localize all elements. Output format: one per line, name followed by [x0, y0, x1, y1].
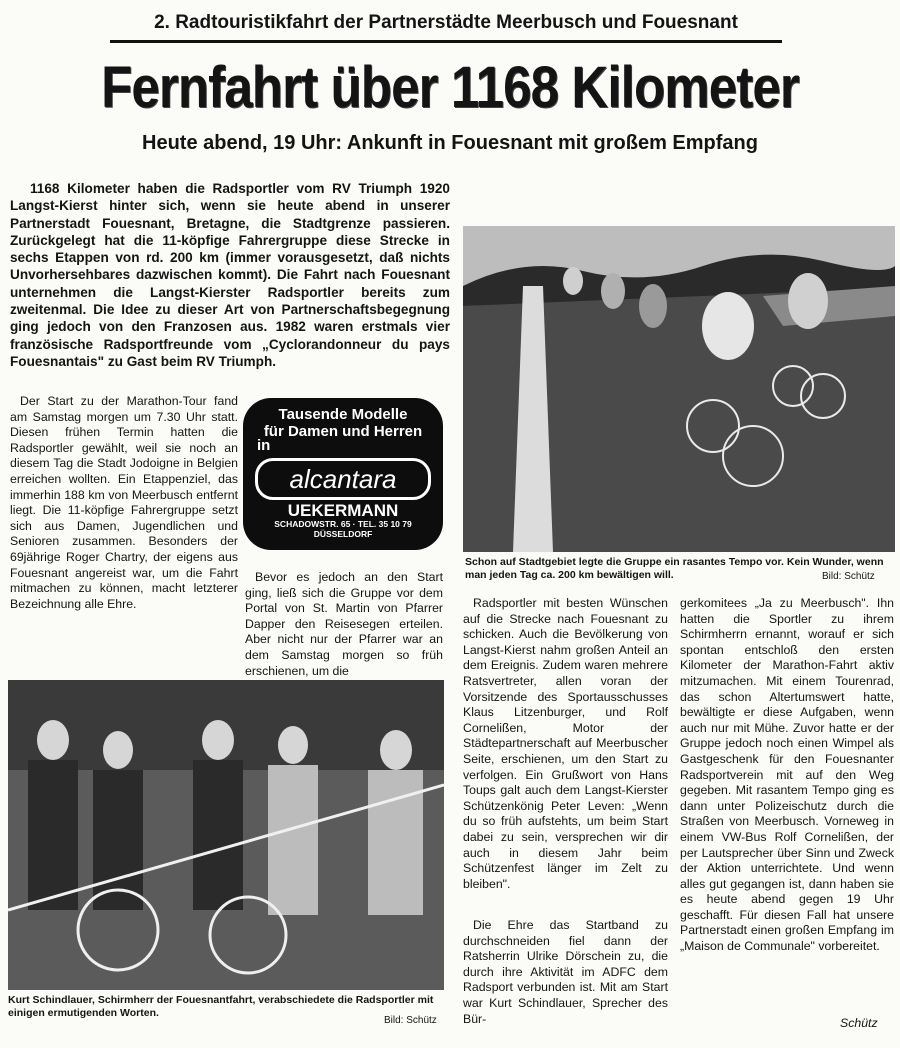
headline: Fernfahrt über 1168 Kilometer — [101, 55, 799, 120]
ad-city: DÜSSELDORF — [313, 529, 373, 539]
cyclists-photo-caption: Schon auf Stadtgebiet legte die Gruppe ein rasantes Tempo vor. Kein Wunder, wenn man jeden Tag ca. 200 km bewältigen will. — [465, 556, 884, 581]
kicker: 2. Radtouristikfahrt der Partnerstädte Meerbusch und Fouesnant — [110, 12, 782, 43]
cyclists-photo-credit: Bild: Schütz — [822, 571, 875, 582]
start-ribbon-photo-caption: Kurt Schindlauer, Schirmherr der Fouesnantfahrt, verabschiedete die Radsportler mit einigen ermutigenden Worten. — [8, 994, 434, 1019]
start-ribbon-photo-credit: Bild: Schütz — [384, 1015, 437, 1026]
author-signature: Schütz — [840, 1016, 878, 1030]
column-4-text: gerkomitees „Ja zu Meerbusch". Ihn hatten die Sportler zu ihrem Schirmherrn ernannt, worauf er sich spontan entschloß den ersten Kilometer der Marathon-Fahrt aktiv mitzumachen. Mit einem Tourenrad, das schon Altertumswert hatte, bewältigte er diese Aufgaben, wenn auch nur mit Mühe. Zuvor hatte er der Gruppe jedoch noch einen Wimpel als Gastgeschenk für den Fouesnanter Radsportverein mit auf den Weg gegeben. Mit rasantem Tempo ging es dann unter Polizeischutz durch die Straßen von Meerbusch. Vorneweg in einem VW-Bus Rolf Cornelißen, der per Lautsprecher über Sinn und Zweck der Aktion unterrichtete. Und wenn alles gut gegangen ist, dann haben sie es heute abend gegen 19 Uhr geschafft. Für diesen Fall hat unsere Partnerstadt einen großen Empfang im „Maison de Communale" vorbereitet. — [680, 596, 894, 954]
cyclists-photo — [463, 226, 895, 552]
lead-paragraph: 1168 Kilometer haben die Radsportler vom RV Triumph 1920 Langst-Kierst hinter sich, wenn sie heute abend in unserer Partnerstadt Fouesnant, Bretagne, die Stadtgrenze passieren. Zurückgelegt hat die 11-köpfige Fahrergruppe diese Strecke in sechs Etappen von rd. 200 km (immer vorausgesetzt, daß nichts Unvorhersehbares dazwischen kommt). Die Fahrt nach Fouesnant unternehmen die Langst-Kierster Radsportler bereits zum zweitenmal. Die Idee zu dieser Art von Partnerschaftsbegegnung ging jedoch von den Franzosen aus. 1982 waren erstmals vier französische Radsportfreunde vom „Cyclorandonneur du pays Fouesnantais" zu Gast beim RV Triumph. — [10, 181, 450, 369]
column-2-text: Bevor es jedoch an den Start ging, ließ sich die Gruppe vor dem Portal von St. Martin von Pfarrer Dapper den Reisesegen erteilen. Aber nicht nur der Pfarrer war an dem Samstag morgen so früh erschienen, um die — [245, 570, 443, 678]
start-ribbon-photo — [8, 680, 444, 990]
column-3b-text: Die Ehre das Startband zu durchschneiden fiel dann der Ratsherrin Ulrike Dörschein zu, die durch ihre Aktivität im ADFC dem Radsport verbunden ist. Mit am Start war Kurt Schindlauer, Sprecher des Bür- — [463, 918, 668, 1026]
ad-line-1: Tausende Modelle — [278, 406, 408, 423]
start-ribbon-photo-graphic — [8, 680, 444, 990]
column-3a-text: Radsportler mit besten Wünschen auf die Strecke nach Fouesnant zu schicken. Auch die Bevölkerung von Langst-Kierst nahm großen Anteil an dem Ereignis. Zudem waren mehrere Ratsvertreter, allen voran der Vorsitzende des Sportausschusses Klaus Litzenburger, und Rolf Cornelißen, Motor der Städtepartnerschaft auf Meerbuscher Seite, erschienen, um den Start zu verfolgen. Ein Grußwort von Hans Toups galt auch dem Langst-Kierster Schützenkönig Peter Leven: „Wenn du so früh aufstehts, um beim Start dabei zu sein, versprechen wir dir auch in diesem Jahr beim Schützenfest länger im Zelt zu bleiben". — [463, 596, 668, 891]
alcantara-advertisement — [243, 398, 443, 550]
ad-line-2: für Damen und Herren — [263, 423, 423, 440]
ad-shop-name: UEKERMANN — [287, 501, 399, 520]
ad-address: SCHADOWSTR. 65 · TEL. 35 10 79 — [274, 519, 412, 529]
cyclists-photo-graphic — [463, 226, 895, 552]
ad-brand-logo: alcantara — [255, 458, 431, 500]
column-1-text: Der Start zu der Marathon-Tour fand am Samstag morgen um 7.30 Uhr statt. Diesen frühen Termin hatten die Radsportler gewählt, weil sie noch an diesem Tag die Stadt Jodoigne in Belgien erreichen wollten. Ein Etappenziel, das immerhin 188 km von Meerbusch entfernt liegt. Die 11-köpfige Fahrergruppe setzt sich aus Damen, Jugendlichen und Senioren zusammen. Besonders der 69jährige Roger Chartry, der eigens aus Fouesnant angereist war, um die Fahrt mitmachen zu können, macht letzterer Bezeichnung alle Ehre. — [10, 394, 238, 611]
subheadline: Heute abend, 19 Uhr: Ankunft in Fouesnant mit großem Empfang — [142, 132, 758, 154]
ad-line-3: in — [257, 437, 271, 454]
